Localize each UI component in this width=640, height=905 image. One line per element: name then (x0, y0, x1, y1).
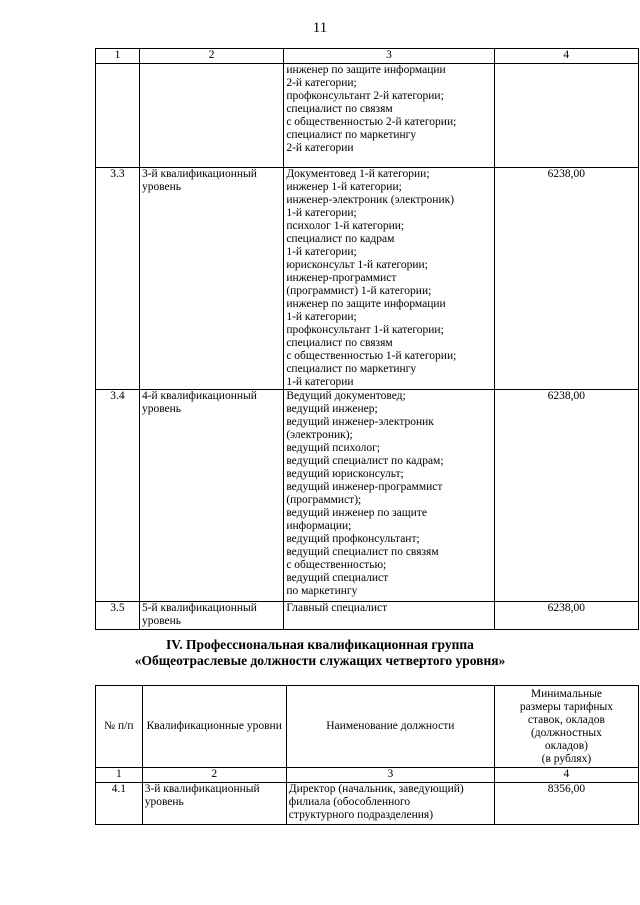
text-line: ведущий специалист по связям (286, 546, 439, 558)
text-line: окладов) (544, 739, 588, 752)
text-line: структурного подразделения) (288, 809, 434, 821)
table-row (96, 390, 639, 602)
text-line: Директор (начальник, заведующий) (288, 783, 464, 795)
qualification-level: 3-й квалификационный уровень (142, 783, 286, 825)
text-line: специалист по связям (286, 103, 393, 115)
text-line: ведущий специалист по кадрам; (286, 455, 444, 467)
page-number: 11 (312, 20, 328, 36)
text-line: (должностных (530, 726, 602, 739)
text-line: 2-й категории (286, 142, 354, 154)
table-row (96, 168, 639, 390)
salary-value: 6238,00 (494, 602, 638, 630)
text-line: ведущий психолог; (286, 442, 380, 454)
column-number: 4 (494, 49, 638, 64)
position-list (284, 602, 494, 630)
column-number-row (96, 49, 639, 64)
text-line: с общественностью 2-й категории; (286, 116, 457, 128)
table-row (96, 602, 639, 630)
text-line: с общественностью; (286, 559, 387, 571)
text-line: Ведущий документовед; (286, 390, 406, 402)
text-line: ставок, окладов (527, 713, 605, 726)
table-row (96, 64, 639, 168)
text-line: специалист по связям (286, 337, 393, 349)
table-row (96, 783, 639, 825)
text-line: (программист) 1-й категории; (286, 285, 432, 297)
row-number: 3.5 (96, 602, 140, 630)
header-num: № п/п (96, 686, 143, 768)
text-line: (программист); (286, 494, 362, 506)
section-heading-line: «Общеотраслевые должности служащих четвертого уровня» (134, 653, 506, 668)
salary-value: 6238,00 (494, 390, 638, 602)
row-number (96, 64, 140, 168)
salary-table-group-4 (95, 685, 639, 825)
column-number-row (96, 768, 639, 783)
text-line: ведущий юрисконсульт; (286, 468, 404, 480)
column-number: 2 (142, 768, 286, 783)
header-level: Квалификационные уровни (142, 686, 286, 768)
text-line: по маркетингу (286, 585, 358, 597)
text-line: (электроник); (286, 429, 353, 441)
text-line: Документовед 1-й категории; (286, 168, 430, 180)
column-number: 1 (96, 49, 140, 64)
text-line: юрисконсульт 1-й категории; (286, 259, 428, 271)
text-line: 1-й категории; (286, 246, 357, 258)
position-list (286, 783, 494, 825)
salary-value: 8356,00 (494, 783, 638, 825)
text-line: (в рублях) (541, 752, 592, 765)
row-number: 4.1 (96, 783, 143, 825)
column-number: 3 (286, 768, 494, 783)
section-heading-line: IV. Профессиональная квалификационная группа (166, 637, 474, 652)
text-line: Главный специалист (286, 602, 388, 614)
text-line: психолог 1-й категории; (286, 220, 405, 232)
text-line: ведущий профконсультант; (286, 533, 420, 545)
header-row (96, 686, 639, 768)
text-line: инженер 1-й категории; (286, 181, 402, 193)
position-list (284, 64, 494, 168)
text-line: инженер-программист (286, 272, 397, 284)
column-number: 4 (494, 768, 638, 783)
qualification-level (139, 64, 283, 168)
text-line: 1-й категории (286, 376, 354, 388)
header-position: Наименование должности (286, 686, 494, 768)
position-list (284, 390, 494, 602)
text-line: ведущий инженер по защите (286, 507, 427, 519)
text-line: специалист по маркетингу (286, 363, 417, 375)
row-number: 3.4 (96, 390, 140, 602)
text-line: ведущий специалист (286, 572, 389, 584)
qualification-level: 5-й квалификационный уровень (139, 602, 283, 630)
text-line: инженер по защите информации (286, 298, 446, 310)
text-line: ведущий инженер-программист (286, 481, 443, 493)
salary-value (494, 64, 638, 168)
text-line: ведущий инженер; (286, 403, 378, 415)
text-line: ведущий инженер-электроник (286, 416, 434, 428)
text-line: специалист по маркетингу (286, 129, 417, 141)
text-line: Минимальные (530, 687, 602, 700)
text-line: профконсультант 1-й категории; (286, 324, 444, 336)
text-line: филиала (обособленного (288, 796, 411, 808)
qualification-level: 4-й квалификационный уровень (139, 390, 283, 602)
position-list (284, 168, 494, 390)
header-salary (494, 686, 638, 768)
text-line: размеры тарифных (519, 700, 614, 713)
column-number: 1 (96, 768, 143, 783)
text-line: инженер по защите информации (286, 64, 446, 76)
section-heading (0, 637, 640, 669)
salary-value: 6238,00 (494, 168, 638, 390)
row-number: 3.3 (96, 168, 140, 390)
text-line: информации; (286, 520, 352, 532)
text-line: профконсультант 2-й категории; (286, 90, 444, 102)
column-number: 3 (284, 49, 494, 64)
text-line: с общественностью 1-й категории; (286, 350, 457, 362)
text-line: 1-й категории; (286, 207, 357, 219)
text-line: 2-й категории; (286, 77, 357, 89)
column-number: 2 (139, 49, 283, 64)
text-line: 1-й категории; (286, 311, 357, 323)
salary-table-continued (95, 48, 639, 630)
text-line: специалист по кадрам (286, 233, 395, 245)
qualification-level: 3-й квалификационный уровень (139, 168, 283, 390)
text-line: инженер-электроник (электроник) (286, 194, 455, 206)
